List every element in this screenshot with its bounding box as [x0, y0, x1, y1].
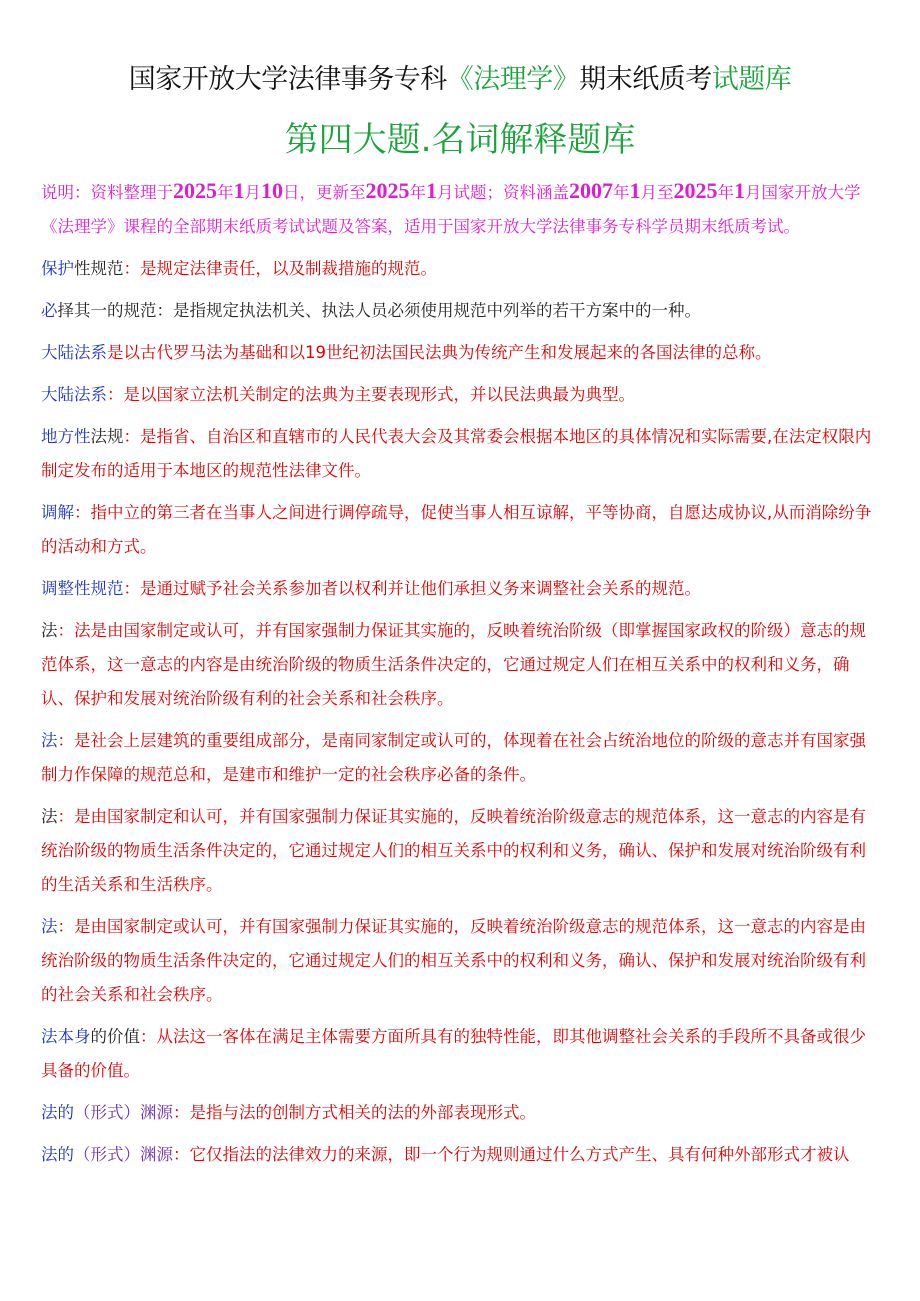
entry-local-regulation [41, 420, 882, 488]
entry-formal-source-of-law-2 [41, 1138, 882, 1172]
entry-term: 法 [41, 917, 58, 936]
entry-law-4 [41, 910, 882, 1012]
note-number: 2025 [673, 178, 718, 203]
note-text: 月国家开放大学《法理学》课程的全部期末纸质考试试题及答案，适用于国家开放大学法律事务专科学员期末纸质考试。 [41, 183, 861, 236]
entry-term: 法的 [41, 1145, 74, 1164]
entry-law-1 [41, 614, 882, 716]
entry-definition: ：从法这一客体在满足主体需要方面所具有的独特性能，即其他调整社会关系的手段所不具备或很少具备的价值。 [41, 1027, 866, 1080]
entry-term: 法本身 [41, 1027, 91, 1046]
entry-law-3 [41, 800, 882, 902]
entry-definition: ：是指省、自治区和直辖市的人民代表大会及其常委会根据本地区的具体情况和实际需要,在法定权限内制定发布的适用于本地区的规范性法律文件。 [41, 427, 872, 480]
entry-regulatory-norm [41, 572, 882, 606]
document-content [41, 174, 882, 1180]
entry-definition: 是以古代罗马法为基础和以19世纪初法国民法典为传统产生和发展起来的各国法律的总称。 [107, 343, 772, 362]
note-text: 年 [613, 183, 630, 202]
entry-term: 调整性规范 [41, 579, 124, 598]
entry-term: 法 [41, 621, 58, 640]
note-number: 1 [629, 178, 641, 203]
title-part-2: 《法理学》 [446, 64, 580, 95]
note-text: 说明：资料整理于 [41, 183, 173, 202]
note-text: 月至 [640, 183, 674, 202]
note-number: 2025 [173, 178, 217, 203]
title-part-4: 试题库 [711, 64, 792, 95]
entry-alternative-norm [41, 294, 882, 328]
page-title [0, 60, 920, 100]
entry-term-tail: 性规范 [74, 259, 124, 278]
entry-term: 法 [41, 807, 58, 826]
note-number: 2025 [365, 178, 410, 203]
entry-term: 调解 [41, 503, 74, 522]
entry-term-tail: 的价值 [90, 1027, 140, 1046]
note-text: 月试题；资料涵盖 [437, 183, 569, 202]
entry-definition: ：是规定法律责任，以及制裁措施的规范。 [123, 259, 437, 278]
entry-definition: ：是通过赋予社会关系参加者以权利并让他们承担义务来调整社会关系的规范。 [123, 579, 701, 598]
entry-term: 大陆法系 [41, 385, 107, 404]
note-number: 1 [734, 178, 745, 203]
note-text: 月 [244, 183, 261, 202]
entry-definition: ：是由国家制定或认可，并有国家强制力保证其实施的，反映着统治阶级意志的规范体系，这一意志的内容是由统治阶级的物质生活条件决定的，它通过规定人们的相互关系中的权利和义务，确认、保护和发展对统治阶级有利的社会关系和社会秩序。 [41, 917, 866, 1004]
note-text: 日，更新至 [283, 183, 366, 202]
entry-term: 必 [41, 301, 58, 320]
entry-term: 保护 [41, 259, 74, 278]
title-part-1: 国家开放大学法律事务专科 [128, 64, 447, 95]
intro-note [41, 174, 882, 244]
note-text: 年 [717, 183, 734, 202]
entry-term-tail: （形式）渊源 [74, 1103, 173, 1122]
entry-law-2 [41, 724, 882, 792]
entry-term-tail: （形式）渊源 [74, 1145, 173, 1164]
entry-intrinsic-value-of-law [41, 1020, 882, 1088]
entry-definition: ：法是由国家制定或认可，并有国家强制力保证其实施的，反映着统治阶级（即掌握国家政权的阶级）意志的规范体系，这一意志的内容是由统治阶级的物质生活条件决定的，它通过规定人们在相互关系中的权利和义务，确认、保护和发展对统治阶级有利的社会关系和社会秩序。 [41, 621, 866, 708]
entry-definition: ：指中立的第三者在当事人之间进行调停疏导，促使当事人相互谅解，平等协商，自愿达成协议,从而消除纷争的活动和方式。 [41, 503, 872, 556]
note-text: 年 [217, 183, 234, 202]
entry-definition: ：它仅指法的法律效力的来源，即一个行为规则通过什么方式产生、具有何种外部形式才被认 [173, 1145, 850, 1164]
note-number: 1 [233, 178, 245, 203]
entry-definition: ：是由国家制定和认可，并有国家强制力保证其实施的，反映着统治阶级意志的规范体系，这一意志的内容是有统治阶级的物质生活条件决定的，它通过规定人们的相互关系中的权利和义务，确认、保护和发展对统治阶级有利的生活关系和生活秩序。 [41, 807, 866, 894]
entry-protective-norm [41, 252, 882, 286]
entry-term: 大陆法系 [41, 343, 107, 362]
entry-term: 法 [41, 731, 58, 750]
note-text: 年 [409, 183, 426, 202]
entry-mediation [41, 496, 882, 564]
entry-definition: ：是以国家立法机关制定的法典为主要表现形式，并以民法典最为典型。 [107, 385, 635, 404]
entry-formal-source-of-law-1 [41, 1096, 882, 1130]
note-number: 2007 [569, 178, 613, 203]
title-part-3: 期末纸质考 [579, 64, 712, 95]
note-number: 10 [261, 178, 283, 203]
entry-civil-law-system-1 [41, 336, 882, 370]
note-number: 1 [426, 178, 437, 203]
entry-term-tail: 法规 [90, 427, 124, 446]
entry-term-tail: 择其一的规范 [57, 301, 157, 320]
entry-term: 法的 [41, 1103, 74, 1122]
page-subtitle: 第四大题.名词解释题库 [284, 120, 636, 160]
entry-term: 地方性 [41, 427, 91, 446]
entry-civil-law-system-2 [41, 378, 882, 412]
entry-definition: ：是社会上层建筑的重要组成部分，是南同家制定或认可的，体现着在社会占统治地位的阶级的意志并有国家强制力作保障的规范总和，是建市和维护一定的社会秩序必备的条件。 [41, 731, 866, 784]
entry-definition: ：是指与法的创制方式相关的法的外部表现形式。 [173, 1103, 536, 1122]
entry-definition: ：是指规定执法机关、执法人员必须使用规范中列举的若干方案中的一种。 [156, 301, 701, 320]
